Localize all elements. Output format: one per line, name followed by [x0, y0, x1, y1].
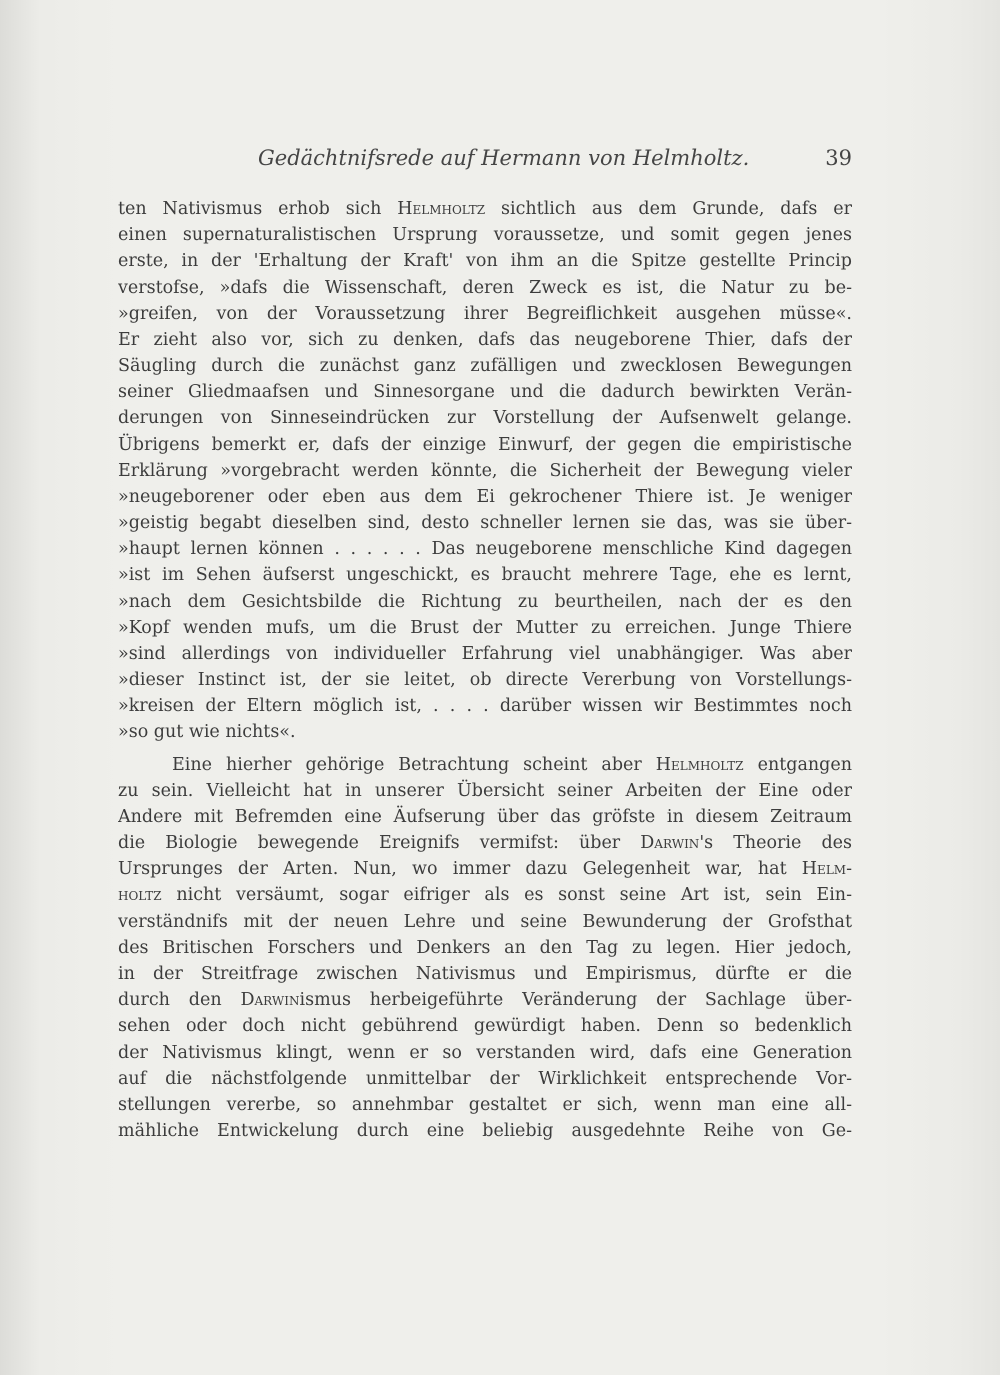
running-header [118, 146, 852, 176]
text-line: Ursprunges der Arten. Nun, wo immer dazu Gelegenheit war, hat Helm- [118, 859, 852, 880]
text-line: stellungen vererbe, so annehmbar gestaltet er sich, wenn man eine all- [118, 1094, 852, 1115]
text-line: der Nativismus klingt, wenn er so verstanden wird, dafs eine Generation [118, 1042, 852, 1063]
text-line: »dieser Instinct ist, der sie leitet, ob directe Vererbung von Vorstellungs- [118, 670, 852, 691]
text-line: derungen von Sinneseindrücken zur Vorstellung der Aufsenwelt gelange. [118, 408, 852, 429]
text-line: »haupt lernen können . . . . . . Das neugeborene menschliche Kind dagegen [118, 539, 852, 560]
text-line: ten Nativismus erhob sich Helmholtz sichtlich aus dem Grunde, dafs er [118, 199, 852, 219]
text-line: erste, in der 'Erhaltung der Kraft' von ihm an die Spitze gestellte Princip [118, 251, 852, 272]
page-number: 39 [825, 146, 852, 170]
small-caps-name: Helmholtz [397, 199, 486, 219]
text-line: »so gut wie nichts«. [118, 722, 296, 743]
text-line: Erklärung »vorgebracht werden könnte, die Sicherheit der Bewegung vieler [118, 460, 852, 481]
text-line: durch den Darwinismus herbeigeführte Veränderung der Sachlage über- [118, 990, 852, 1011]
text-line: »Kopf wenden mufs, um die Brust der Mutter zu erreichen. Junge Thiere [118, 617, 852, 638]
small-caps-name: Darwin [240, 990, 300, 1011]
text-line: die Biologie bewegende Ereignifs vermifst: über Darwin's Theorie des [118, 833, 852, 854]
text-line: »kreisen der Eltern möglich ist, . . . . darüber wissen wir Bestimmtes noch [118, 696, 852, 717]
text-line: Er zieht also vor, sich zu denken, dafs das neugeborene Thier, dafs der [118, 329, 852, 350]
small-caps-name: Darwin [640, 833, 700, 854]
running-title: Gedächtnifsrede auf Hermann von Helmholtz. [258, 146, 750, 170]
paragraph-2 [118, 752, 852, 1145]
text-line: verständnifs mit der neuen Lehre und seine Bewunderung der Grofsthat [118, 911, 852, 932]
text-line: in der Streitfrage zwischen Nativismus und Empirismus, dürfte er die [118, 963, 852, 984]
text-line: sehen oder doch nicht gebührend gewürdigt haben. Denn so bedenklich [118, 1016, 852, 1037]
text-line: des Britischen Forschers und Denkers an den Tag zu legen. Hier jedoch, [118, 937, 852, 958]
text-line: »neugeborener oder eben aus dem Ei gekrochener Thiere ist. Je weniger [118, 486, 852, 507]
text-line: mähliche Entwickelung durch eine beliebig ausgedehnte Reihe von Ge- [118, 1121, 852, 1142]
text-line: »geistig begabt dieselben sind, desto schneller lernen sie das, was sie über- [118, 513, 852, 534]
text-line: »ist im Sehen äufserst ungeschickt, es braucht mehrere Tage, ehe es lernt, [118, 565, 852, 586]
text-line: einen supernaturalistischen Ursprung voraussetze, und somit gegen jenes [118, 225, 852, 246]
text-line: Übrigens bemerkt er, dafs der einzige Einwurf, der gegen die empiristische [118, 434, 852, 455]
text-line: holtz nicht versäumt, sogar eifriger als es sonst seine Art ist, sein Ein- [118, 885, 852, 906]
text-line: Säugling durch die zunächst ganz zufälligen und zwecklosen Bewegungen [118, 356, 852, 377]
text-line: seiner Gliedmaafsen und Sinnesorgane und die dadurch bewirkten Verän- [118, 382, 852, 403]
text-line: zu sein. Vielleicht hat in unserer Übersicht seiner Arbeiten der Eine oder [118, 780, 852, 801]
text-line: »greifen, von der Voraussetzung ihrer Begreiflichkeit ausgehen müsse«. [118, 303, 852, 324]
text-line: »sind allerdings von individueller Erfahrung viel unabhängiger. Was aber [118, 643, 852, 664]
text-line: Eine hierher gehörige Betrachtung scheint aber Helmholtz entgangen [172, 754, 852, 775]
small-caps-name: holtz [118, 885, 162, 906]
text-line: Andere mit Befremden eine Äufserung über das gröfste in diesem Zeitraum [118, 806, 852, 827]
small-caps-name: Helmholtz [655, 754, 744, 775]
text-line: »nach dem Gesichtsbilde die Richtung zu beurtheilen, nach der es den [118, 591, 852, 612]
body-text [118, 196, 852, 1144]
text-line: verstofse, »dafs die Wissenschaft, deren Zweck es ist, die Natur zu be- [118, 277, 852, 298]
small-caps-name: Helm- [801, 859, 852, 880]
text-line: auf die nächstfolgende unmittelbar der Wirklichkeit entsprechende Vor- [118, 1068, 852, 1089]
paragraph-1 [118, 196, 852, 746]
